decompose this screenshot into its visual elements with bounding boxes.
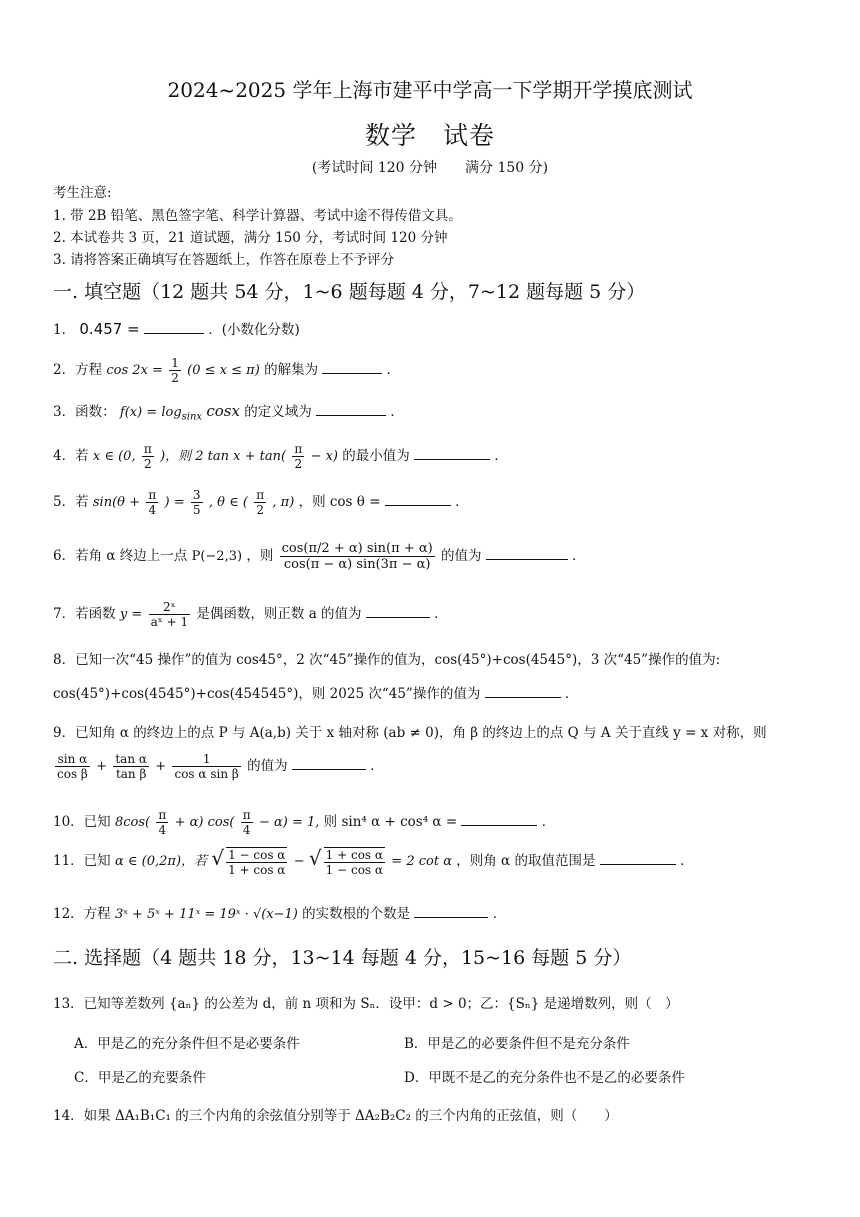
q2-fraction: $\frac{1}{2}$ bbox=[171, 356, 179, 385]
answer-blank[interactable] bbox=[144, 321, 204, 334]
question-11: 11．已知 α ∈ (0,2π)，若 √ $\frac{\text{1 − cos α}}{\text{1 + cos α}}$ − √ $\frac{\text{1 + cos α}}{\text{1 − cos α}}$ = 2 cot α ，则角 α 的取值范围是 ． bbox=[53, 846, 694, 877]
question-8-line-1: 8．已知一次“45 操作”的值为 cos45°，2 次“45”操作的值为，cos(45°)+cos(4545°)，3 次“45”操作的值为: bbox=[53, 652, 721, 668]
question-7: 7．若函数 y = $\frac{\text{2ˣ}}{\text{aˣ + 1}}$ 是偶函数，则正数 a 的值为 ． bbox=[53, 600, 448, 629]
question-3: 3．函数： $f(x) = \log_{sinx} \cos x$ 的定义域为 ． bbox=[53, 402, 404, 423]
notice-item-2: 2. 本试卷共 3 页，21 道试题，满分 150 分，考试时间 120 分钟 bbox=[53, 230, 448, 246]
answer-blank[interactable] bbox=[461, 813, 537, 826]
q13-option-b[interactable]: B．甲是乙的必要条件但不是充分条件 bbox=[404, 1036, 630, 1052]
exam-subtitle: 数学 试卷 bbox=[364, 121, 495, 150]
question-4: 4．若 x ∈ (0, $\frac{\pi}{2}$ )，则 2 tan x + tan( $\frac{\pi}{2}$ − x) 的最小值为 ． bbox=[53, 442, 508, 471]
answer-blank[interactable] bbox=[316, 403, 386, 416]
q13-option-d[interactable]: D．甲既不是乙的充分条件也不是乙的必要条件 bbox=[404, 1070, 685, 1086]
q3-expr2: cosx bbox=[206, 402, 240, 420]
answer-blank[interactable] bbox=[292, 757, 366, 770]
question-1 bbox=[53, 318, 300, 338]
question-14-stem: 14．如果 ΔA₁B₁C₁ 的三个内角的余弦值分别等于 ΔA₂B₂C₂ 的三个内角的正弦值，则（ ） bbox=[53, 1108, 618, 1124]
exam-title: 2024~2025 学年上海市建平中学高一下学期开学摸底测试 bbox=[167, 78, 693, 102]
q1-tail: ．(小数化分数) bbox=[208, 322, 300, 338]
q2-expr-b: (0 ≤ x ≤ π) bbox=[187, 363, 260, 378]
question-9-line-1: 9．已知角 α 的终边上的点 P 与 A(a,b) 关于 x 轴对称 (ab ≠ 0)，角 β 的终边上的点 Q 与 A 关于直线 y = x 对称，则 bbox=[53, 725, 767, 741]
notice-item-3: 3. 请将答案正确填写在答题纸上，作答在原卷上不予评分 bbox=[53, 252, 395, 268]
answer-blank[interactable] bbox=[322, 361, 382, 374]
q13-option-a[interactable]: A．甲是乙的充分条件但不是必要条件 bbox=[74, 1036, 300, 1052]
notice-item-1: 1. 带 2B 铅笔、黑色签字笔、科学计算器、考试中途不得传借文具。 bbox=[53, 208, 462, 224]
question-5: 5．若 sin(θ + $\frac{\pi}{4}$ ) = $\frac{3}{5}$ , θ ∈ ( $\frac{\pi}{2}$ , π) ，则 cos θ = ． bbox=[53, 488, 469, 517]
answer-blank[interactable] bbox=[486, 547, 568, 560]
q3-number: 3．函数： bbox=[53, 404, 116, 420]
question-13-stem: 13．已知等差数列 {aₙ} 的公差为 d，前 n 项和为 Sₙ．设甲：d > 0；乙：{Sₙ} 是递增数列，则（ ） bbox=[53, 996, 679, 1012]
q13-option-c[interactable]: C．甲是乙的充要条件 bbox=[74, 1070, 206, 1086]
question-8-line-2: cos(45°)+cos(4545°)+cos(454545°)，则 2025 次“45”操作的值为 ． bbox=[53, 686, 579, 702]
q1-number: 1． bbox=[53, 322, 76, 338]
answer-blank[interactable] bbox=[366, 605, 430, 618]
q1-expression: 0.457 = bbox=[79, 320, 140, 338]
q3-tail: 的定义域为 bbox=[244, 404, 312, 420]
answer-blank[interactable] bbox=[414, 447, 490, 460]
section-choice-title: 二. 选择题（4 题共 18 分，13~14 每题 4 分，15~16 每题 5 分） bbox=[53, 947, 632, 969]
answer-blank[interactable] bbox=[385, 493, 451, 506]
q3-log-base: sinx bbox=[181, 411, 203, 423]
q6-fraction: $\frac{\cos(\pi/2 + \alpha) \sin(\pi + \alpha)}{\cos(\pi - \alpha) \sin(3\pi - \alpha)}$ bbox=[281, 541, 433, 572]
q2-number: 2．方程 bbox=[53, 362, 103, 378]
question-6: 6．若角 α 终边上一点 P(−2,3) ，则 $\frac{\cos(\pi/2 + \alpha) \sin(\pi + \alpha)}{\cos(\pi - \alpha) \sin(3\pi - \alpha)}$ 的值为 ． bbox=[53, 541, 586, 572]
answer-blank[interactable] bbox=[485, 685, 561, 698]
question-9-line-2: $\frac{\text{sin α}}{\text{cos β}}$ + $\frac{\text{tan α}}{\text{tan β}}$ + $\frac{1}{\text{cos α sin β}}$ 的值为 ． bbox=[57, 752, 384, 781]
exam-time-note: (考试时间 120 分钟 满分 150 分) bbox=[311, 160, 549, 176]
answer-blank[interactable] bbox=[600, 852, 676, 865]
answer-blank[interactable] bbox=[414, 905, 488, 918]
question-2: 2．方程 cos 2x = $\frac{1}{2}$ (0 ≤ x ≤ π) 的解集为 ． bbox=[53, 356, 401, 385]
q3-expr: f(x) = log bbox=[119, 405, 182, 420]
q2-tail: 的解集为 bbox=[264, 362, 319, 378]
section-fill-in-title: 一. 填空题（12 题共 54 分，1~6 题每题 4 分，7~12 题每题 5 分） bbox=[53, 281, 646, 303]
q2-expr-a: cos 2x = bbox=[106, 363, 163, 378]
notice-heading: 考生注意: bbox=[53, 185, 112, 201]
question-10: 10．已知 8cos( $\frac{\pi}{4}$ + α) cos( $\frac{\pi}{4}$ − α) = 1, 则 sin⁴ α + cos⁴ α = ． bbox=[53, 808, 556, 837]
question-12: 12．方程 3ˣ + 5ˣ + 11ˣ = 19ˣ · √(x−1) 的实数根的个数是 ． bbox=[53, 906, 507, 922]
